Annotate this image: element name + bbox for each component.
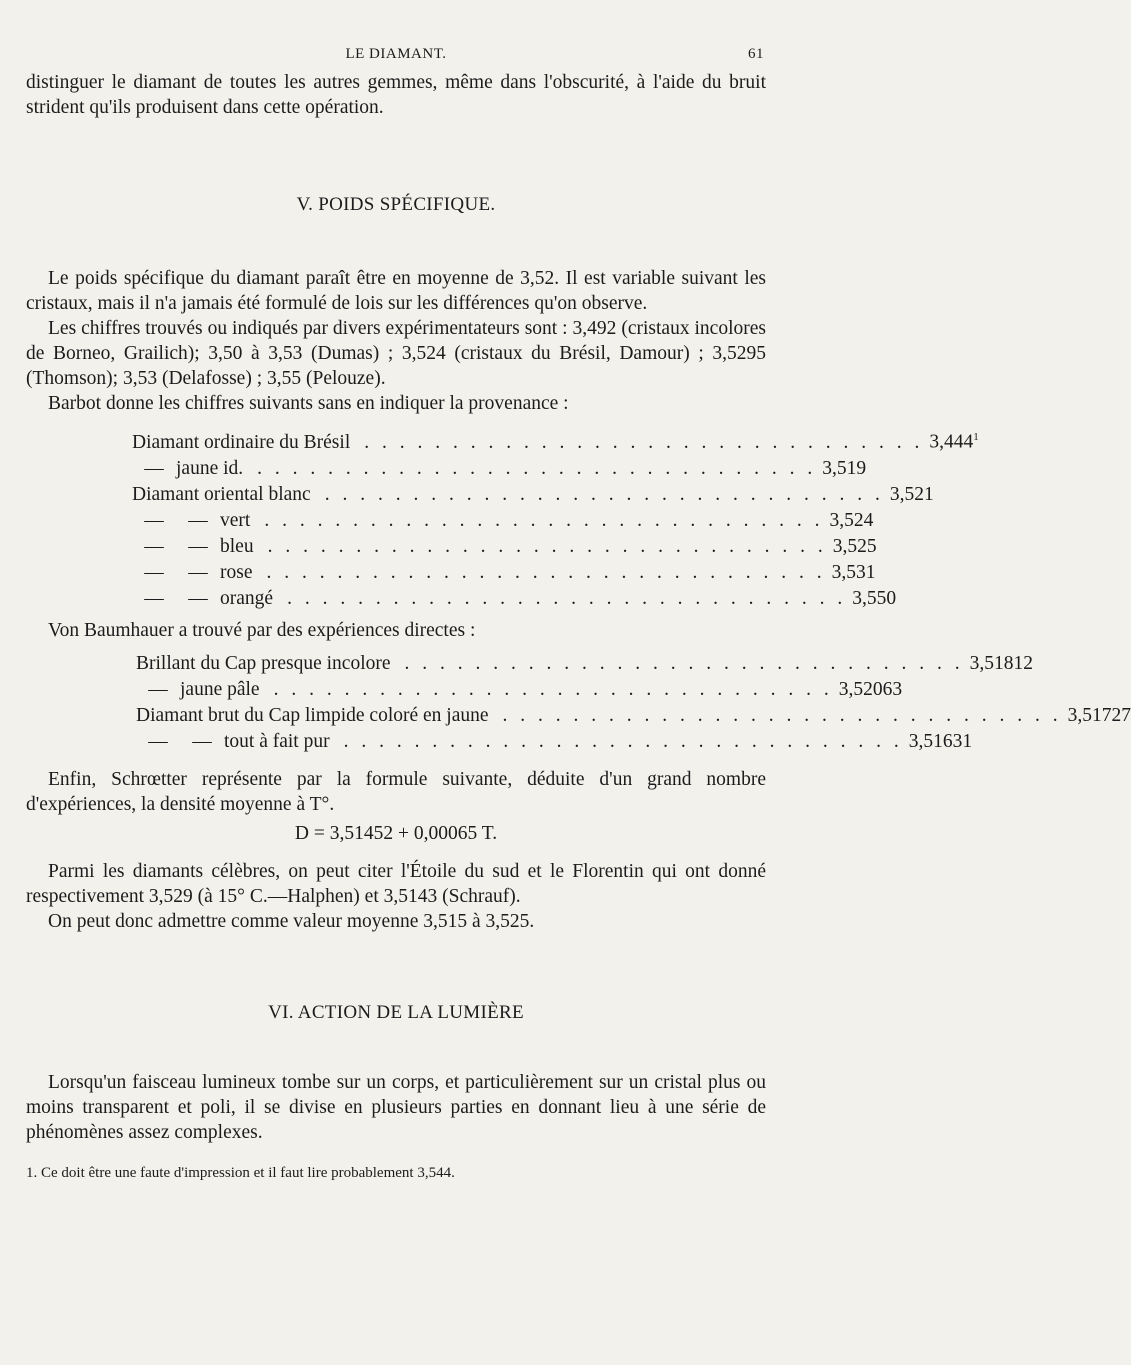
baumhauer-label [136,651,399,677]
page-number: 61 [748,46,764,62]
barbot-col1: — [144,561,164,583]
barbot-row [132,482,934,508]
baumhauer-col1: — [148,678,168,700]
barbot-col2: — [188,587,208,609]
running-header [26,40,766,70]
barbot-col3: orangé [220,587,274,609]
barbot-value: 3,519 [822,457,867,479]
barbot-label [132,456,251,482]
barbot-label [132,586,281,612]
running-title: LE DIAMANT. [345,46,447,62]
barbot-row [132,424,979,456]
barbot-leader-dots: . . . . . . . . . . . . . . . . . . . . . . . . . . . . . . . . [257,457,817,479]
barbot-leader-dots: . . . . . . . . . . . . . . . . . . . . . . . . . . . . . . . . [287,587,847,609]
baumhauer-row [136,651,1034,677]
baumhauer-label [136,729,338,755]
barbot-label [132,430,358,456]
barbot-leader-dots: . . . . . . . . . . . . . . . . . . . . . . . . . . . . . . . . [324,483,884,505]
baumhauer-col2: jaune pâle [180,678,260,700]
paragraph-poids-1: Le poids spécifique du diamant paraît être en moyenne de 3,52. Il est variable suivant les cristaux, mais il n'a jamais été formulé de lois sur les différences qu'on observe. [26,268,766,314]
barbot-value: 3,521 [889,483,934,505]
barbot-value: 3,525 [832,535,877,557]
baumhauer-col1: Brillant du Cap presque incolore [136,652,391,674]
baumhauer-col1: — [148,730,168,752]
baumhauer-col3: tout à fait pur [224,730,330,752]
barbot-col1: — [144,457,164,479]
barbot-col3: bleu [220,535,254,557]
baumhauer-row [136,703,1131,729]
barbot-row [132,560,876,586]
baumhauer-label [136,677,268,703]
barbot-row [132,508,874,534]
baumhauer-value: 3,51812 [969,652,1034,674]
baumhauer-leader-dots: . . . . . . . . . . . . . . . . . . . . . . . . . . . . . . . . [404,652,964,674]
baumhauer-col2: — [192,730,212,752]
paragraph-poids-6: Parmi les diamants célèbres, on peut citer l'Étoile du sud et le Florentin qui ont donné respectivement 3,529 (à 15° C.—Halphen) et 3,5143 (Schrauf). [26,860,766,907]
section-heading-poids: V. POIDS SPÉCIFIQUE. [296,194,496,215]
baumhauer-value: 3,52063 [838,678,903,700]
baumhauer-row [136,729,973,755]
paragraph-lumiere-1: Lorsqu'un faisceau lumineux tombe sur un corps, et particulièrement sur un cristal plus ou moins transparent et poli, il se divise en plusieurs parties en donnant lieu à une série de phénomènes assez complexes. [26,1071,766,1143]
barbot-col1: Diamant oriental blanc [132,483,311,505]
baumhauer-leader-dots: . . . . . . . . . . . . . . . . . . . . . . . . . . . . . . . . [502,704,1062,726]
barbot-label [132,560,261,586]
barbot-col3: vert [220,509,251,531]
paragraph-poids-5: Enfin, Schrœtter représente par la formule suivante, déduite d'un grand nombre d'expériences, la densité moyenne à T°. [26,768,766,815]
baumhauer-label [136,703,497,729]
barbot-col2: jaune id. [176,457,244,479]
intro-paragraph: distinguer le diamant de toutes les autres gemmes, même dans l'obscurité, à l'aide du bruit strident qu'ils produisent dans cette opération. [26,72,766,118]
barbot-table [132,424,979,612]
barbot-row [132,534,877,560]
barbot-value: 3,524 [829,509,874,531]
barbot-leader-dots: . . . . . . . . . . . . . . . . . . . . . . . . . . . . . . . . [267,535,827,557]
barbot-label [132,508,258,534]
paragraph-poids-3: Barbot donne les chiffres suivants sans en indiquer la provenance : [48,393,569,414]
density-formula: D = 3,51452 + 0,00065 T. [294,822,498,844]
paragraph-poids-7: On peut donc admettre comme valeur moyenne 3,515 à 3,525. [48,910,535,932]
barbot-col1: Diamant ordinaire du Brésil [132,431,351,453]
barbot-col2: — [188,509,208,531]
barbot-col2: — [188,535,208,557]
barbot-row [132,586,897,612]
footnote: 1. Ce doit être une faute d'impression et il faut lire probablement 3,544. [26,1164,455,1181]
barbot-leader-dots: . . . . . . . . . . . . . . . . . . . . . . . . . . . . . . . . [264,509,824,531]
baumhauer-row [136,677,903,703]
paragraph-poids-2: Les chiffres trouvés ou indiqués par divers expérimentateurs sont : 3,492 (cristaux incolores de Borneo, Grailich); 3,50 à 3,53 (Dumas) ; 3,524 (cristaux du Brésil, Damour) ; 3,5295 (Thomson); 3,53 (Delafosse) ; 3,55 (Pelouze). [26,318,766,389]
baumhauer-leader-dots: . . . . . . . . . . . . . . . . . . . . . . . . . . . . . . . . [273,678,833,700]
barbot-label [132,482,319,508]
baumhauer-col1: Diamant brut du Cap limpide coloré en jaune [136,704,489,726]
barbot-col1: — [144,509,164,531]
barbot-col1: — [144,535,164,557]
barbot-leader-dots: . . . . . . . . . . . . . . . . . . . . . . . . . . . . . . . . [364,431,924,453]
baumhauer-value: 3,51727 [1067,704,1131,726]
page [26,40,1131,1183]
barbot-label [132,534,262,560]
baumhauer-leader-dots: . . . . . . . . . . . . . . . . . . . . . . . . . . . . . . . . [343,730,903,752]
barbot-value: 3,550 [852,587,897,609]
baumhauer-table [136,651,1131,755]
paragraph-poids-4: Von Baumhauer a trouvé par des expériences directes : [48,619,476,641]
barbot-row [132,456,867,482]
baumhauer-value: 3,51631 [908,730,973,752]
barbot-leader-dots: . . . . . . . . . . . . . . . . . . . . . . . . . . . . . . . . [266,561,826,583]
barbot-col2: — [188,561,208,583]
barbot-value: 3,444$^1$ [929,431,979,453]
footnote-marker: 1 [973,431,979,443]
barbot-col1: — [144,587,164,609]
barbot-value: 3,531 [831,561,876,583]
section-heading-lumiere: VI. ACTION DE LA LUMIÈRE [268,1001,524,1023]
barbot-col3: rose [220,561,253,583]
